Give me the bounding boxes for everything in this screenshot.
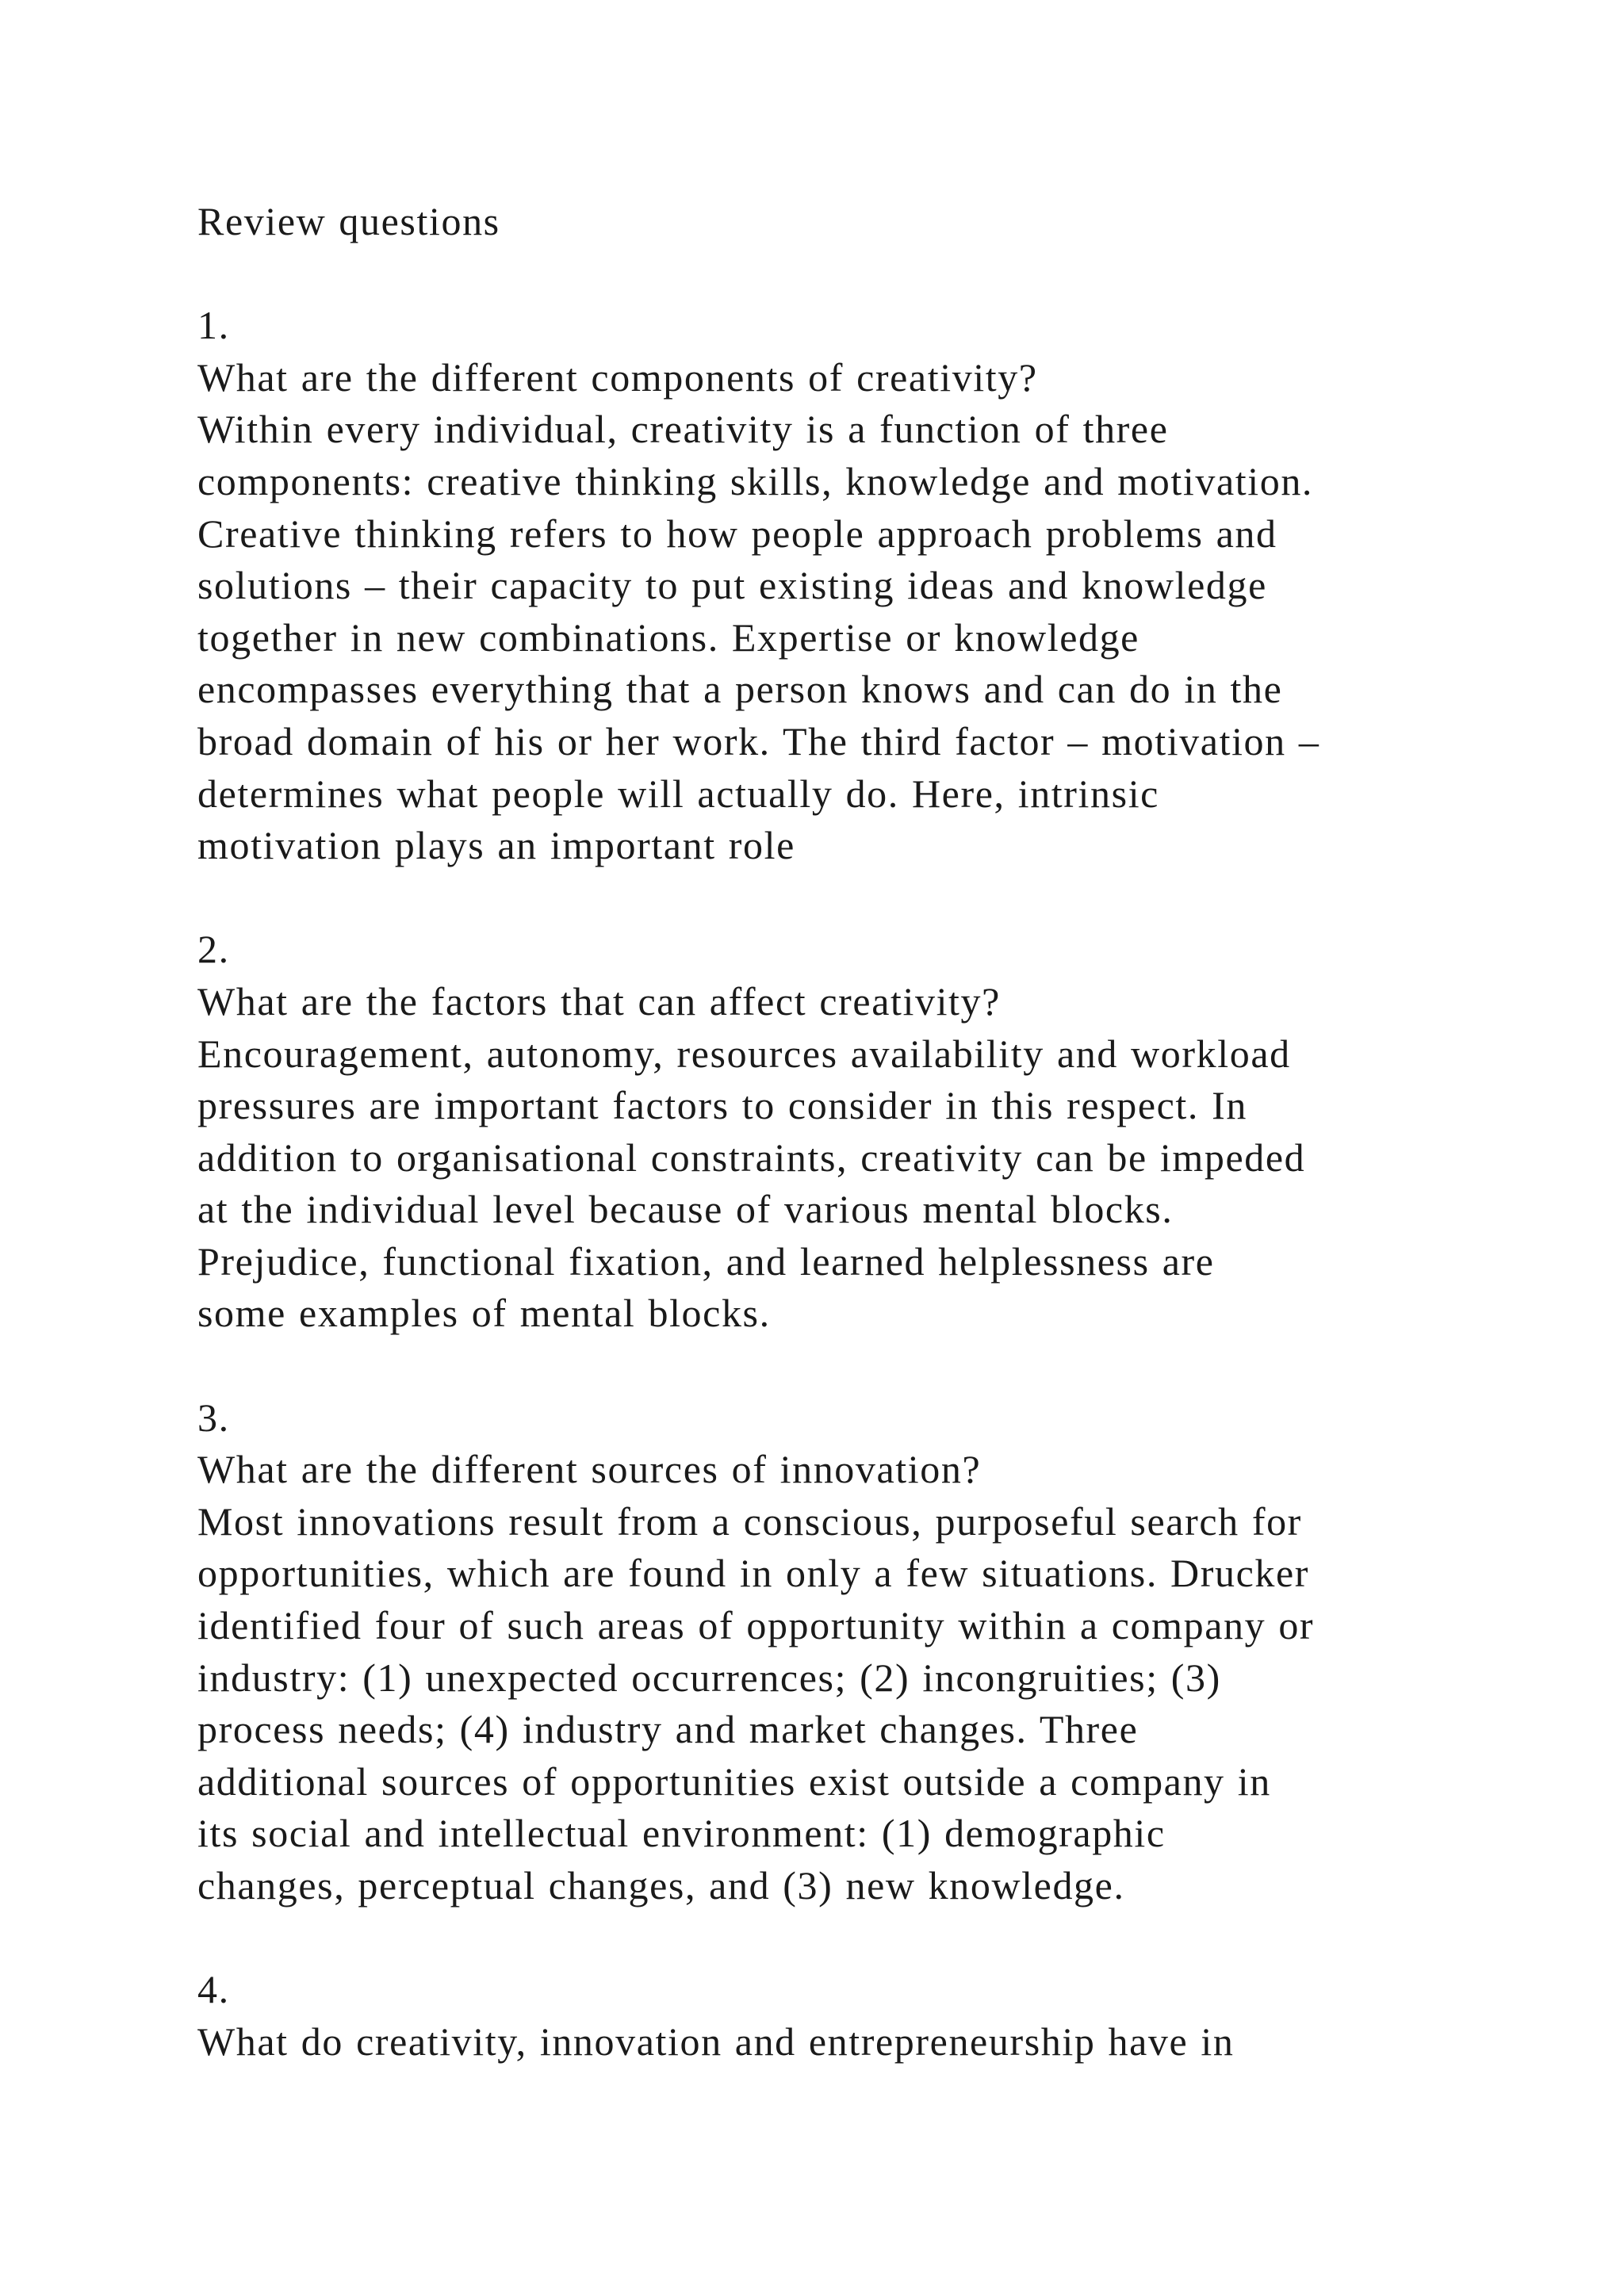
answer-line: together in new combinations. Expertise or knowledge xyxy=(197,614,1139,660)
question-text: What are the factors that can affect creativity? xyxy=(197,978,1001,1024)
spacer xyxy=(197,872,1514,924)
answer-line: at the individual level because of various mental blocks. xyxy=(197,1187,1174,1232)
answer-line: opportunities, which are found in only a few situations. Drucker xyxy=(197,1551,1310,1596)
question-number: 3. xyxy=(197,1395,230,1440)
question-number: 2. xyxy=(197,927,230,972)
answer-line: motivation plays an important role xyxy=(197,823,795,868)
answer-line: addition to organisational constraints, creativity can be impeded xyxy=(197,1135,1306,1180)
answer-line: Most innovations result from a conscious, purposeful search for xyxy=(197,1498,1302,1544)
question-text: What do creativity, innovation and entrepreneurship have in xyxy=(197,2019,1235,2064)
spacer xyxy=(197,248,1514,300)
answer-line: Encouragement, autonomy, resources availability and workload xyxy=(197,1031,1291,1076)
document-content xyxy=(197,196,1514,2068)
answer-line: broad domain of his or her work. The third factor – motivation – xyxy=(197,718,1320,763)
answer-line: Prejudice, functional fixation, and learned helplessness are xyxy=(197,1238,1215,1284)
answer-line: additional sources of opportunities exist outside a company in xyxy=(197,1758,1271,1804)
question-block-3 xyxy=(197,1392,1514,1912)
answer-line: changes, perceptual changes, and (3) new knowledge. xyxy=(197,1863,1125,1908)
answer-line: determines what people will actually do. Here, intrinsic xyxy=(197,771,1159,816)
answer-line: industry: (1) unexpected occurrences; (2) incongruities; (3) xyxy=(197,1655,1221,1700)
question-number: 1. xyxy=(197,303,230,348)
answer-line: identified four of such areas of opportunity within a company or xyxy=(197,1603,1315,1648)
answer-line: encompasses everything that a person knows and can do in the xyxy=(197,667,1283,712)
answer-line: pressures are important factors to consider in this respect. In xyxy=(197,1083,1247,1128)
answer-line: solutions – their capacity to put existing ideas and knowledge xyxy=(197,563,1267,608)
answer-line: process needs; (4) industry and market changes. Three xyxy=(197,1707,1139,1752)
answer-line: components: creative thinking skills, knowledge and motivation. xyxy=(197,458,1314,503)
answer-line: Creative thinking refers to how people approach problems and xyxy=(197,511,1277,556)
question-number: 4. xyxy=(197,1967,230,2012)
answer-line: Within every individual, creativity is a function of three xyxy=(197,407,1169,452)
answer-line: its social and intellectual environment: (1) demographic xyxy=(197,1811,1166,1856)
answer-line: some examples of mental blocks. xyxy=(197,1291,771,1336)
spacer xyxy=(197,1340,1514,1392)
question-text: What are the different sources of innovation? xyxy=(197,1447,982,1492)
spacer xyxy=(197,1912,1514,1965)
question-block-1 xyxy=(197,300,1514,872)
page-title: Review questions xyxy=(197,199,500,243)
question-block-4 xyxy=(197,1964,1514,2068)
question-block-2 xyxy=(197,924,1514,1340)
question-text: What are the different components of creativity? xyxy=(197,354,1038,400)
